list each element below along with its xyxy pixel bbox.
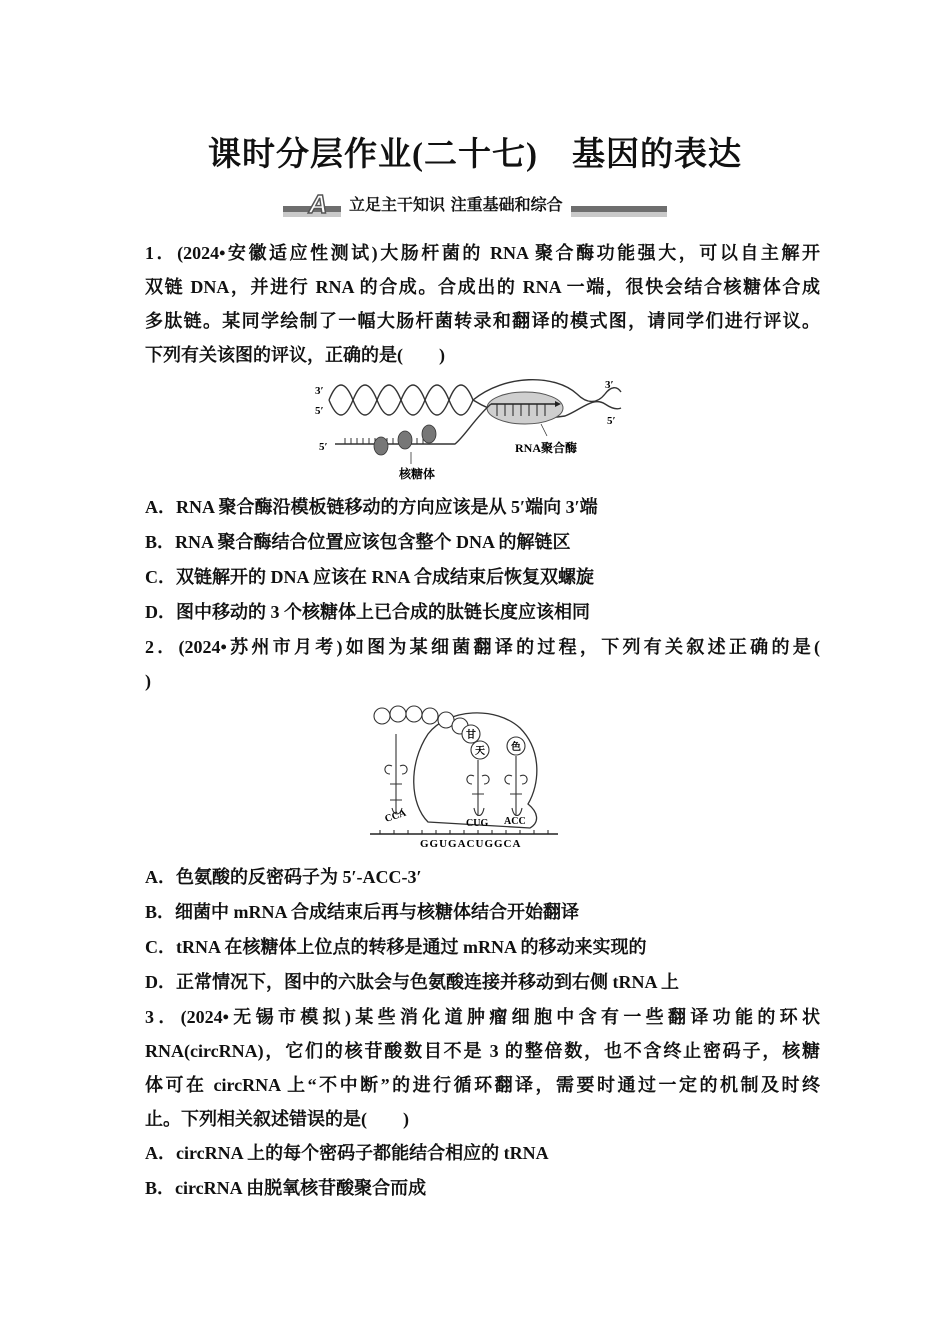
dna-strand xyxy=(329,385,473,415)
question-stem-line: 多肽链。某同学绘制了一幅大肠杆菌转录和翻译的模式图，请同学们进行评议。 xyxy=(145,311,820,331)
question-2 xyxy=(145,630,820,1000)
title-sub: 基因的表达 xyxy=(571,137,742,173)
label-5prime: 5′ xyxy=(607,415,616,427)
option-b[interactable]: B．circRNA 由脱氧核苷酸聚合而成 xyxy=(145,1178,427,1198)
question-stem-line: 双链 DNA，并进行 RNA 的合成。合成出的 RNA 一端，很快会结合核糖体合成 xyxy=(145,277,820,297)
title-main: 课时分层作业(二十七) xyxy=(208,137,538,173)
question-list xyxy=(145,236,820,1206)
question-3 xyxy=(145,1000,820,1206)
peptide-chain xyxy=(374,706,468,734)
section-banner xyxy=(283,191,667,221)
mrna-sequence: GGUGACUGGCA xyxy=(420,838,522,850)
option-b[interactable]: B．细菌中 mRNA 合成结束后再与核糖体结合开始翻译 xyxy=(145,902,580,922)
question-stem-line: 下列有关该图的评议，正确的是( ) xyxy=(145,345,445,365)
question-stem-line: ) xyxy=(145,671,151,691)
label-5prime: 5′ xyxy=(319,441,328,453)
question-stem-line: 体可在 circRNA 上“不中断”的进行循环翻译，需要时通过一定的机制及时终 xyxy=(145,1075,820,1095)
option-a[interactable]: A．circRNA 上的每个密码子都能结合相应的 tRNA xyxy=(145,1143,549,1163)
transcription-translation-figure xyxy=(315,378,635,484)
aa-label-tian: 天 xyxy=(475,746,485,757)
translation-figure xyxy=(370,704,575,852)
question-stem-line: 3．(2024•无锡市模拟)某些消化道肿瘤细胞中含有一些翻译功能的环状 xyxy=(145,1007,820,1027)
page-title xyxy=(0,128,950,175)
section-a-icon: A xyxy=(308,189,328,219)
label-ribosome: 核糖体 xyxy=(399,467,436,481)
anticodon-label: CCA xyxy=(383,807,408,825)
aa-label-se: 色 xyxy=(511,742,521,753)
trna-icon xyxy=(385,734,527,816)
option-c[interactable]: C．双链解开的 DNA 应该在 RNA 合成结束后恢复双螺旋 xyxy=(145,567,595,587)
label-3prime: 3′ xyxy=(605,379,614,391)
question-1 xyxy=(145,236,820,630)
label-rna-polymerase: RNA聚合酶 xyxy=(515,441,577,455)
option-d[interactable]: D．图中移动的 3 个核糖体上已合成的肽链长度应该相同 xyxy=(145,602,590,622)
option-c[interactable]: C．tRNA 在核糖体上位点的转移是通过 mRNA 的移动来实现的 xyxy=(145,937,647,957)
question-stem-line: RNA(circRNA)，它们的核苷酸数目不是 3 的整倍数，也不含终止密码子，核糖 xyxy=(145,1041,820,1061)
label-3prime: 3′ xyxy=(315,385,324,397)
option-a[interactable]: A．色氨酸的反密码子为 5′-ACC-3′ xyxy=(145,867,422,887)
anticodon-label: ACC xyxy=(504,816,526,827)
question-stem-line: 止。下列相关叙述错误的是( ) xyxy=(145,1109,409,1129)
anticodon-label: CUG xyxy=(466,818,489,829)
label-5prime: 5′ xyxy=(315,405,324,417)
aa-label-gan: 甘 xyxy=(466,730,476,741)
pointer-line xyxy=(541,424,547,436)
option-b[interactable]: B．RNA 聚合酶结合位置应该包含整个 DNA 的解链区 xyxy=(145,532,571,552)
option-a[interactable]: A．RNA 聚合酶沿模板链移动的方向应该是从 5′端向 3′端 xyxy=(145,497,598,517)
ribosome-icon xyxy=(374,425,436,455)
question-stem-line: 1．(2024•安徽适应性测试)大肠杆菌的 RNA 聚合酶功能强大，可以自主解开 xyxy=(145,243,820,263)
question-stem-line: 2．(2024•苏州市月考)如图为某细菌翻译的过程，下列有关叙述正确的是( xyxy=(145,637,820,657)
rna-polymerase xyxy=(487,392,563,424)
banner-text: 立足主干知识 注重基础和综合 xyxy=(341,191,571,217)
option-d[interactable]: D．正常情况下，图中的六肽会与色氨酸连接并移动到右侧 tRNA 上 xyxy=(145,972,679,992)
